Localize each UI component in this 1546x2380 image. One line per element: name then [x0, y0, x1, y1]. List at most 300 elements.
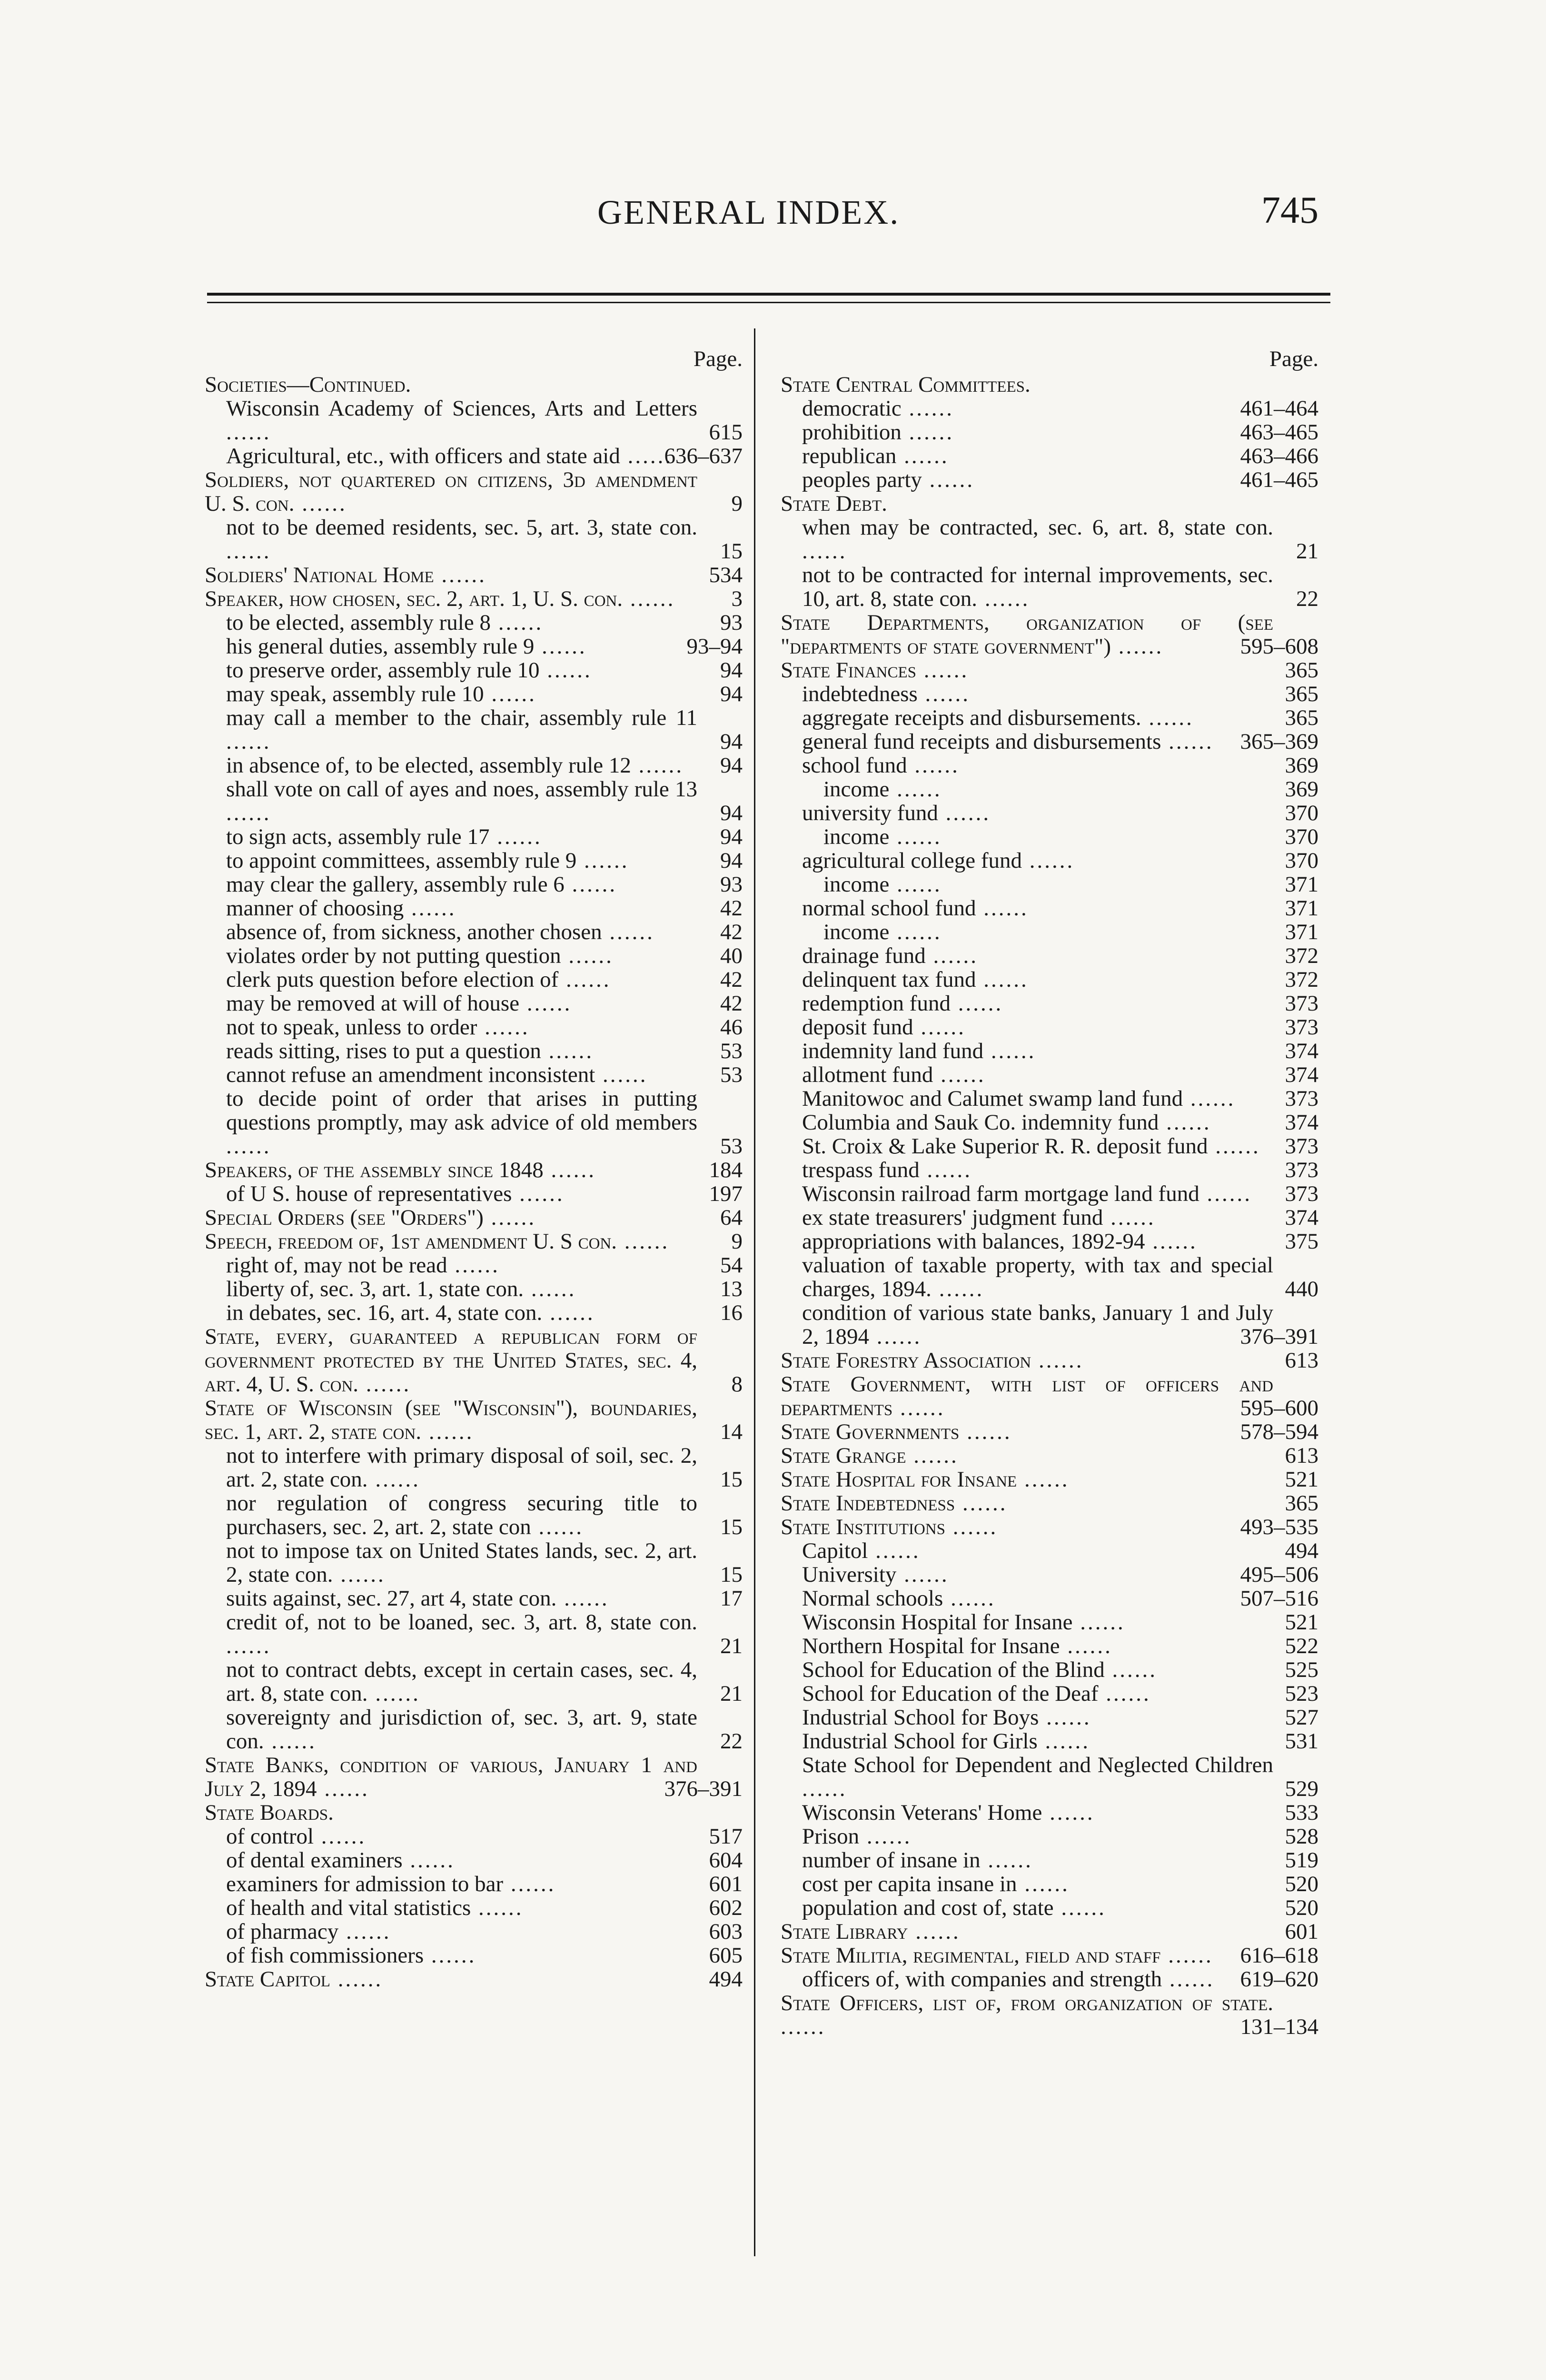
entry-text: indebtedness: [802, 682, 918, 706]
index-entry: [781, 1587, 1318, 1610]
entry-page-number: 522: [1285, 1634, 1318, 1658]
entry-page-number: 373: [1285, 1158, 1318, 1182]
leader-dots: ......: [1072, 1610, 1125, 1635]
entry-page-number: 94: [720, 801, 743, 825]
entry-text: State Government, with list of officers and departments: [781, 1372, 1273, 1420]
index-entry: [205, 1325, 743, 1396]
entry-text: State Boards.: [205, 1800, 334, 1825]
index-entry: [781, 1349, 1318, 1372]
index-entry: [781, 611, 1318, 658]
entry-page-number: 53: [720, 1134, 743, 1159]
entry-text: to be elected, assembly rule 8: [226, 610, 491, 635]
entry-text: University: [802, 1562, 897, 1587]
entry-text: State, every, guaranteed a republican form of government protected by the United States, sec. 4, art. 4, U. S. con.: [205, 1324, 697, 1397]
entry-text: liberty of, sec. 3, art. 1, state con.: [226, 1277, 524, 1301]
leader-dots: ......: [226, 420, 271, 445]
leader-dots: ......: [1161, 729, 1214, 754]
index-entry: [205, 968, 743, 992]
leader-dots: ......: [1208, 1134, 1260, 1159]
entry-page-number: 94: [720, 729, 743, 754]
entry-page-number: 370: [1285, 801, 1318, 825]
entry-text: Northern Hospital for Insane: [802, 1634, 1060, 1658]
entry-page-number: 602: [709, 1895, 743, 1920]
index-entry: [781, 1301, 1318, 1349]
entry-text: of fish commissioners: [226, 1943, 424, 1968]
entry-text: his general duties, assembly rule 9: [226, 634, 535, 659]
entry-page-number: 440: [1285, 1277, 1318, 1301]
index-entry: [781, 825, 1318, 849]
entry-page-number: 463–466: [1240, 444, 1318, 468]
index-entry: [781, 1182, 1318, 1206]
leader-dots: ......: [977, 586, 1030, 611]
entry-page-number: 525: [1285, 1657, 1318, 1682]
entry-text: peoples party: [802, 467, 922, 492]
entry-text: appropriations with balances, 1892-94: [802, 1229, 1145, 1254]
leader-dots: ......: [543, 1158, 596, 1182]
index-entry: [205, 1206, 743, 1230]
leader-dots: ......: [980, 1848, 1033, 1873]
leader-dots: ......: [338, 1919, 391, 1944]
entry-page-number: 372: [1285, 967, 1318, 992]
entry-page-number: 93: [720, 872, 743, 897]
index-entry: [205, 1444, 743, 1491]
entry-page-number: 374: [1285, 1062, 1318, 1087]
index-entry: [205, 849, 743, 873]
leader-dots: ......: [906, 1443, 959, 1468]
leader-dots: ......: [576, 848, 629, 873]
entry-page-number: 375: [1285, 1229, 1318, 1254]
entry-page-number: 461–464: [1240, 396, 1318, 421]
leader-dots: ......: [617, 1229, 670, 1254]
entry-text: Prison: [802, 1824, 860, 1849]
index-entry: [205, 563, 743, 587]
entry-text: may be removed at will of house: [226, 991, 520, 1016]
leader-dots: ......: [868, 1538, 921, 1563]
entry-page-number: 374: [1285, 1039, 1318, 1063]
entry-text: aggregate receipts and disbursements.: [802, 705, 1141, 730]
index-entry: [781, 849, 1318, 873]
entry-page-number: 519: [1285, 1848, 1318, 1873]
leader-dots: ......: [564, 872, 617, 897]
leader-dots: ......: [595, 1062, 648, 1087]
leader-dots: ......: [226, 729, 271, 754]
entry-text: right of, may not be read: [226, 1253, 447, 1278]
index-entry: [781, 706, 1318, 730]
index-entry: [781, 1372, 1318, 1420]
leader-dots: ......: [896, 1562, 949, 1587]
entry-text: Agricultural, etc., with officers and state aid: [226, 444, 620, 468]
leader-dots: ......: [945, 1515, 998, 1539]
leader-dots: ......: [556, 1586, 609, 1611]
entry-text: allotment fund: [802, 1062, 933, 1087]
entry-page-number: 16: [720, 1300, 743, 1325]
entry-text: of pharmacy: [226, 1919, 339, 1944]
entry-text: clerk puts question before election of: [226, 967, 559, 992]
leader-dots: ......: [542, 1300, 595, 1325]
leader-dots: ......: [434, 563, 486, 587]
entry-page-number: 15: [720, 1467, 743, 1492]
index-entry: [781, 1729, 1318, 1753]
index-entry: [781, 1896, 1318, 1920]
leader-dots: ......: [781, 2014, 826, 2039]
leader-dots: ......: [933, 1062, 986, 1087]
leader-dots: ......: [631, 753, 684, 778]
entry-text: may speak, assembly rule 10: [226, 682, 484, 706]
entry-page-number: 369: [1285, 753, 1318, 778]
index-entry: [781, 1087, 1318, 1111]
entry-text: State Militia, regimental, field and staff: [781, 1943, 1161, 1968]
entry-text: to preserve order, assembly rule 10: [226, 658, 540, 683]
entry-text: State Governments: [781, 1419, 960, 1444]
entry-text: normal school fund: [802, 896, 976, 921]
entry-text: Soldiers, not quartered on citizens, 3d amendment U. S. con.: [205, 467, 697, 516]
index-entry: [781, 1039, 1318, 1063]
leader-dots: ......: [519, 991, 572, 1016]
entry-page-number: 517: [709, 1824, 743, 1849]
leader-dots: ......: [264, 1729, 317, 1754]
entry-text: of U S. house of representatives: [226, 1181, 512, 1206]
entry-page-number: 372: [1285, 943, 1318, 968]
entry-text: Wisconsin railroad farm mortgage land fund: [802, 1181, 1199, 1206]
entry-text: university fund: [802, 801, 938, 825]
entry-text: Wisconsin Veterans' Home: [802, 1800, 1042, 1825]
index-entry: [205, 1967, 743, 1991]
entry-page-number: 3: [731, 586, 743, 611]
leader-dots: ......: [534, 634, 587, 659]
entry-page-number: 521: [1285, 1467, 1318, 1492]
leader-dots: ......: [859, 1824, 912, 1849]
leader-dots: ......: [976, 967, 1029, 992]
index-entry: [205, 1087, 743, 1158]
index-entry: [205, 825, 743, 849]
leader-dots: ......: [1017, 1872, 1070, 1896]
entry-page-number: 22: [720, 1729, 743, 1754]
entry-page-number: 371: [1285, 896, 1318, 921]
entry-page-number: 493–535: [1240, 1515, 1318, 1539]
entry-text: to appoint committees, assembly rule 9: [226, 848, 577, 873]
index-entry: [781, 1444, 1318, 1468]
entry-page-number: 369: [1285, 777, 1318, 802]
entry-text: State Officers, list of, from organization of state.: [781, 1991, 1273, 2015]
entry-page-number: 365: [1285, 705, 1318, 730]
leader-dots: ......: [802, 539, 847, 564]
entry-text: State Central Committees.: [781, 372, 1031, 397]
index-entry: [205, 611, 743, 635]
entry-text: redemption fund: [802, 991, 951, 1016]
entry-text: State Grange: [781, 1443, 906, 1468]
entry-page-number: 9: [731, 491, 743, 516]
entry-page-number: 595–600: [1240, 1396, 1318, 1420]
leader-dots: ......: [1060, 1634, 1112, 1658]
entry-text: Societies—Continued.: [205, 372, 411, 397]
index-entry: [781, 1682, 1318, 1706]
index-entry: [781, 397, 1318, 420]
leader-dots: ......: [226, 1634, 271, 1658]
index-entry: [205, 1896, 743, 1920]
entry-text: income: [823, 872, 890, 897]
entry-text: Soldiers' National Home: [205, 563, 434, 587]
index-entry: [205, 896, 743, 920]
index-entry: [781, 1063, 1318, 1087]
entry-text: State Institutions: [781, 1515, 946, 1539]
entry-text: condition of various state banks, January 1 and July 2, 1894: [802, 1300, 1273, 1349]
leader-dots: ......: [1141, 705, 1194, 730]
leader-dots: ......: [333, 1562, 386, 1587]
entry-page-number: 15: [720, 1515, 743, 1539]
index-entry: [781, 1848, 1318, 1872]
index-entry: [205, 777, 743, 825]
leader-dots: ......: [931, 1277, 984, 1301]
entry-page-number: 613: [1285, 1348, 1318, 1373]
index-entry: [781, 1753, 1318, 1801]
leader-dots: ......: [294, 491, 347, 516]
leader-dots: ......: [938, 801, 991, 825]
page-header: [0, 189, 1546, 245]
index-entry: [205, 1396, 743, 1444]
entry-text: Wisconsin Academy of Sciences, Arts and Letters: [226, 396, 697, 421]
index-entry: [205, 635, 743, 658]
entry-page-number: 604: [709, 1848, 743, 1873]
entry-text: not to interfere with primary disposal of soil, sec. 2, art. 2, state con.: [226, 1443, 697, 1492]
leader-dots: ......: [503, 1872, 556, 1896]
entry-page-number: 93–94: [686, 634, 743, 659]
page-column-caption: Page.: [693, 347, 743, 371]
entry-text: may clear the gallery, assembly rule 6: [226, 872, 565, 897]
leader-dots: ......: [917, 682, 971, 706]
entry-page-number: 373: [1285, 991, 1318, 1016]
index-entry: [205, 920, 743, 944]
entry-text: not to contract debts, except in certain cases, sec. 4, art. 8, state con.: [226, 1657, 697, 1706]
entry-page-number: 40: [720, 943, 743, 968]
entry-page-number: 21: [720, 1634, 743, 1658]
leader-dots: ......: [558, 967, 611, 992]
entry-page-number: 8: [731, 1372, 743, 1397]
index-entry: [205, 706, 743, 754]
entry-page-number: 531: [1285, 1729, 1318, 1754]
entry-text: to sign acts, assembly rule 17: [226, 824, 490, 849]
leader-dots: ......: [561, 943, 614, 968]
index-entry: [205, 1491, 743, 1539]
leader-dots: ......: [623, 586, 675, 611]
index-entry: [781, 1111, 1318, 1134]
index-entry: [781, 1230, 1318, 1253]
entry-text: population and cost of, state: [802, 1895, 1054, 1920]
index-entry: [205, 1587, 743, 1610]
entry-page-number: 373: [1285, 1086, 1318, 1111]
index-entry: [781, 1253, 1318, 1301]
index-entry: [205, 873, 743, 896]
leader-dots: ......: [489, 824, 542, 849]
leader-dots: ......: [512, 1181, 565, 1206]
leader-dots: ......: [424, 1943, 476, 1968]
leader-dots: ......: [907, 753, 960, 778]
entry-page-number: 374: [1285, 1110, 1318, 1135]
leader-dots: ......: [896, 444, 949, 468]
leader-dots: ......: [976, 896, 1029, 921]
index-entry: [205, 587, 743, 611]
index-entry: [781, 492, 1318, 516]
entry-text: State Library: [781, 1919, 908, 1944]
leader-dots: ......: [889, 777, 942, 802]
entry-page-number: 42: [720, 896, 743, 921]
entry-page-number: 527: [1285, 1705, 1318, 1730]
index-entry: [205, 1158, 743, 1182]
index-entry: [205, 658, 743, 682]
leader-dots: ......: [1159, 1110, 1211, 1135]
entry-page-number: 601: [1285, 1919, 1318, 1944]
entry-text: general fund receipts and disbursements: [802, 729, 1161, 754]
entry-text: Industrial School for Girls: [802, 1729, 1038, 1754]
entry-text: Speech, freedom of, 1st amendment U. S con.: [205, 1229, 617, 1254]
entry-page-number: 494: [1285, 1538, 1318, 1563]
index-entry: [781, 1610, 1318, 1634]
leader-dots: ......: [802, 1776, 847, 1801]
entry-text: Wisconsin Hospital for Insane: [802, 1610, 1073, 1635]
entry-page-number: 463–465: [1240, 420, 1318, 445]
leader-dots: ......: [1145, 1229, 1198, 1254]
entry-page-number: 64: [720, 1205, 743, 1230]
entry-text: Speaker, how chosen, sec. 2, art. 1, U. S. con.: [205, 586, 623, 611]
leader-dots: ......: [1103, 1205, 1156, 1230]
entry-text: school fund: [802, 753, 907, 778]
leader-dots: ......: [1039, 1705, 1091, 1730]
entry-text: when may be contracted, sec. 6, art. 8, state con.: [802, 515, 1273, 540]
entry-page-number: 42: [720, 991, 743, 1016]
entry-page-number: 17: [720, 1586, 743, 1611]
entry-page-number: 94: [720, 824, 743, 849]
leader-dots: ......: [901, 420, 954, 445]
index-entry: [781, 873, 1318, 896]
index-entry: [205, 1015, 743, 1039]
index-entry: [205, 754, 743, 777]
index-entry: [781, 1158, 1318, 1182]
entry-page-number: 619–620: [1240, 1967, 1318, 1992]
index-entry: [781, 420, 1318, 444]
entry-text: Columbia and Sauk Co. indemnity fund: [802, 1110, 1159, 1135]
leader-dots: ......: [447, 1253, 500, 1278]
index-entry: [781, 658, 1318, 682]
index-entry: [205, 1277, 743, 1301]
entry-text: State Finances: [781, 658, 917, 683]
index-entry: [781, 1872, 1318, 1896]
index-entry: [781, 777, 1318, 801]
entry-page-number: 520: [1285, 1872, 1318, 1896]
leader-dots: ......: [367, 1467, 420, 1492]
leader-dots: ......: [889, 824, 942, 849]
entry-text: drainage fund: [802, 943, 926, 968]
leader-dots: ......: [983, 1039, 1036, 1063]
entry-text: suits against, sec. 27, art 4, state con.: [226, 1586, 557, 1611]
entry-page-number: 534: [709, 563, 743, 587]
leader-dots: ......: [484, 682, 536, 706]
entry-page-number: 94: [720, 753, 743, 778]
leader-dots: ......: [620, 444, 673, 468]
index-entry: [205, 1610, 743, 1658]
leader-dots: ......: [901, 396, 954, 421]
entry-page-number: 94: [720, 658, 743, 683]
index-entry: [205, 444, 743, 468]
leader-dots: ......: [358, 1372, 411, 1397]
index-entry: [205, 1063, 743, 1087]
leader-dots: ......: [490, 610, 544, 635]
leader-dots: ......: [1104, 1657, 1157, 1682]
entry-page-number: 370: [1285, 848, 1318, 873]
index-entry: [205, 682, 743, 706]
leader-dots: ......: [531, 1515, 584, 1539]
index-entry: [781, 373, 1318, 397]
entry-page-number: 370: [1285, 824, 1318, 849]
index-entry: [205, 1039, 743, 1063]
leader-dots: ......: [925, 943, 978, 968]
entry-page-number: 601: [709, 1872, 743, 1896]
entry-text: of dental examiners: [226, 1848, 403, 1873]
leader-dots: ......: [913, 1015, 966, 1040]
entry-page-number: 521: [1285, 1610, 1318, 1635]
leader-dots: ......: [226, 1134, 271, 1159]
index-entry: [781, 1658, 1318, 1682]
entry-page-number: 373: [1285, 1134, 1318, 1159]
index-entry: [781, 682, 1318, 706]
index-entry: [781, 1991, 1318, 2039]
leader-dots: ......: [1042, 1800, 1095, 1825]
index-entry: [781, 1920, 1318, 1944]
entry-page-number: 595–608: [1240, 634, 1318, 659]
index-entry: [781, 1801, 1318, 1825]
index-entry: [205, 1182, 743, 1206]
leader-dots: ......: [943, 1586, 996, 1611]
leader-dots: ......: [916, 658, 969, 683]
leader-dots: ......: [950, 991, 1003, 1016]
page-number: 745: [1261, 189, 1318, 231]
index-entry: [781, 468, 1318, 492]
entry-page-number: 520: [1285, 1895, 1318, 1920]
leader-dots: ......: [471, 1895, 524, 1920]
entry-page-number: 184: [709, 1158, 743, 1182]
leader-dots: ......: [959, 1419, 1012, 1444]
right-index-column: [781, 347, 1318, 2039]
index-entry: [205, 1301, 743, 1325]
entry-text: State Indebtedness: [781, 1491, 955, 1516]
index-entry: [205, 1920, 743, 1944]
leader-dots: ......: [421, 1419, 474, 1444]
leader-dots: ......: [1017, 1467, 1070, 1492]
entry-text: income: [823, 920, 890, 944]
leader-dots: ......: [539, 658, 592, 683]
leader-dots: ......: [317, 1776, 369, 1801]
leader-dots: ......: [404, 896, 456, 921]
leader-dots: ......: [908, 1919, 961, 1944]
leader-dots: ......: [483, 1205, 536, 1230]
entry-page-number: 54: [720, 1253, 743, 1278]
leader-dots: ......: [1021, 848, 1075, 873]
entry-text: income: [823, 824, 890, 849]
leader-dots: ......: [955, 1491, 1008, 1516]
index-entry: [205, 1253, 743, 1277]
entry-page-number: 636–637: [664, 444, 743, 468]
index-entry: [781, 1825, 1318, 1848]
entry-text: State Banks, condition of various, January 1 and July 2, 1894: [205, 1753, 697, 1801]
entry-text: absence of, from sickness, another chosen: [226, 920, 602, 944]
entry-text: State Departments, organization of (see "departments of state government"): [781, 610, 1273, 659]
entry-page-number: 613: [1285, 1443, 1318, 1468]
leader-dots: ......: [602, 920, 654, 944]
entry-page-number: 46: [720, 1015, 743, 1040]
entry-page-number: 13: [720, 1277, 743, 1301]
entry-text: Speakers, of the assembly since 1848: [205, 1158, 544, 1182]
entry-page-number: 131–134: [1240, 2014, 1318, 2039]
leader-dots: ......: [1098, 1681, 1151, 1706]
index-entry: [205, 992, 743, 1015]
